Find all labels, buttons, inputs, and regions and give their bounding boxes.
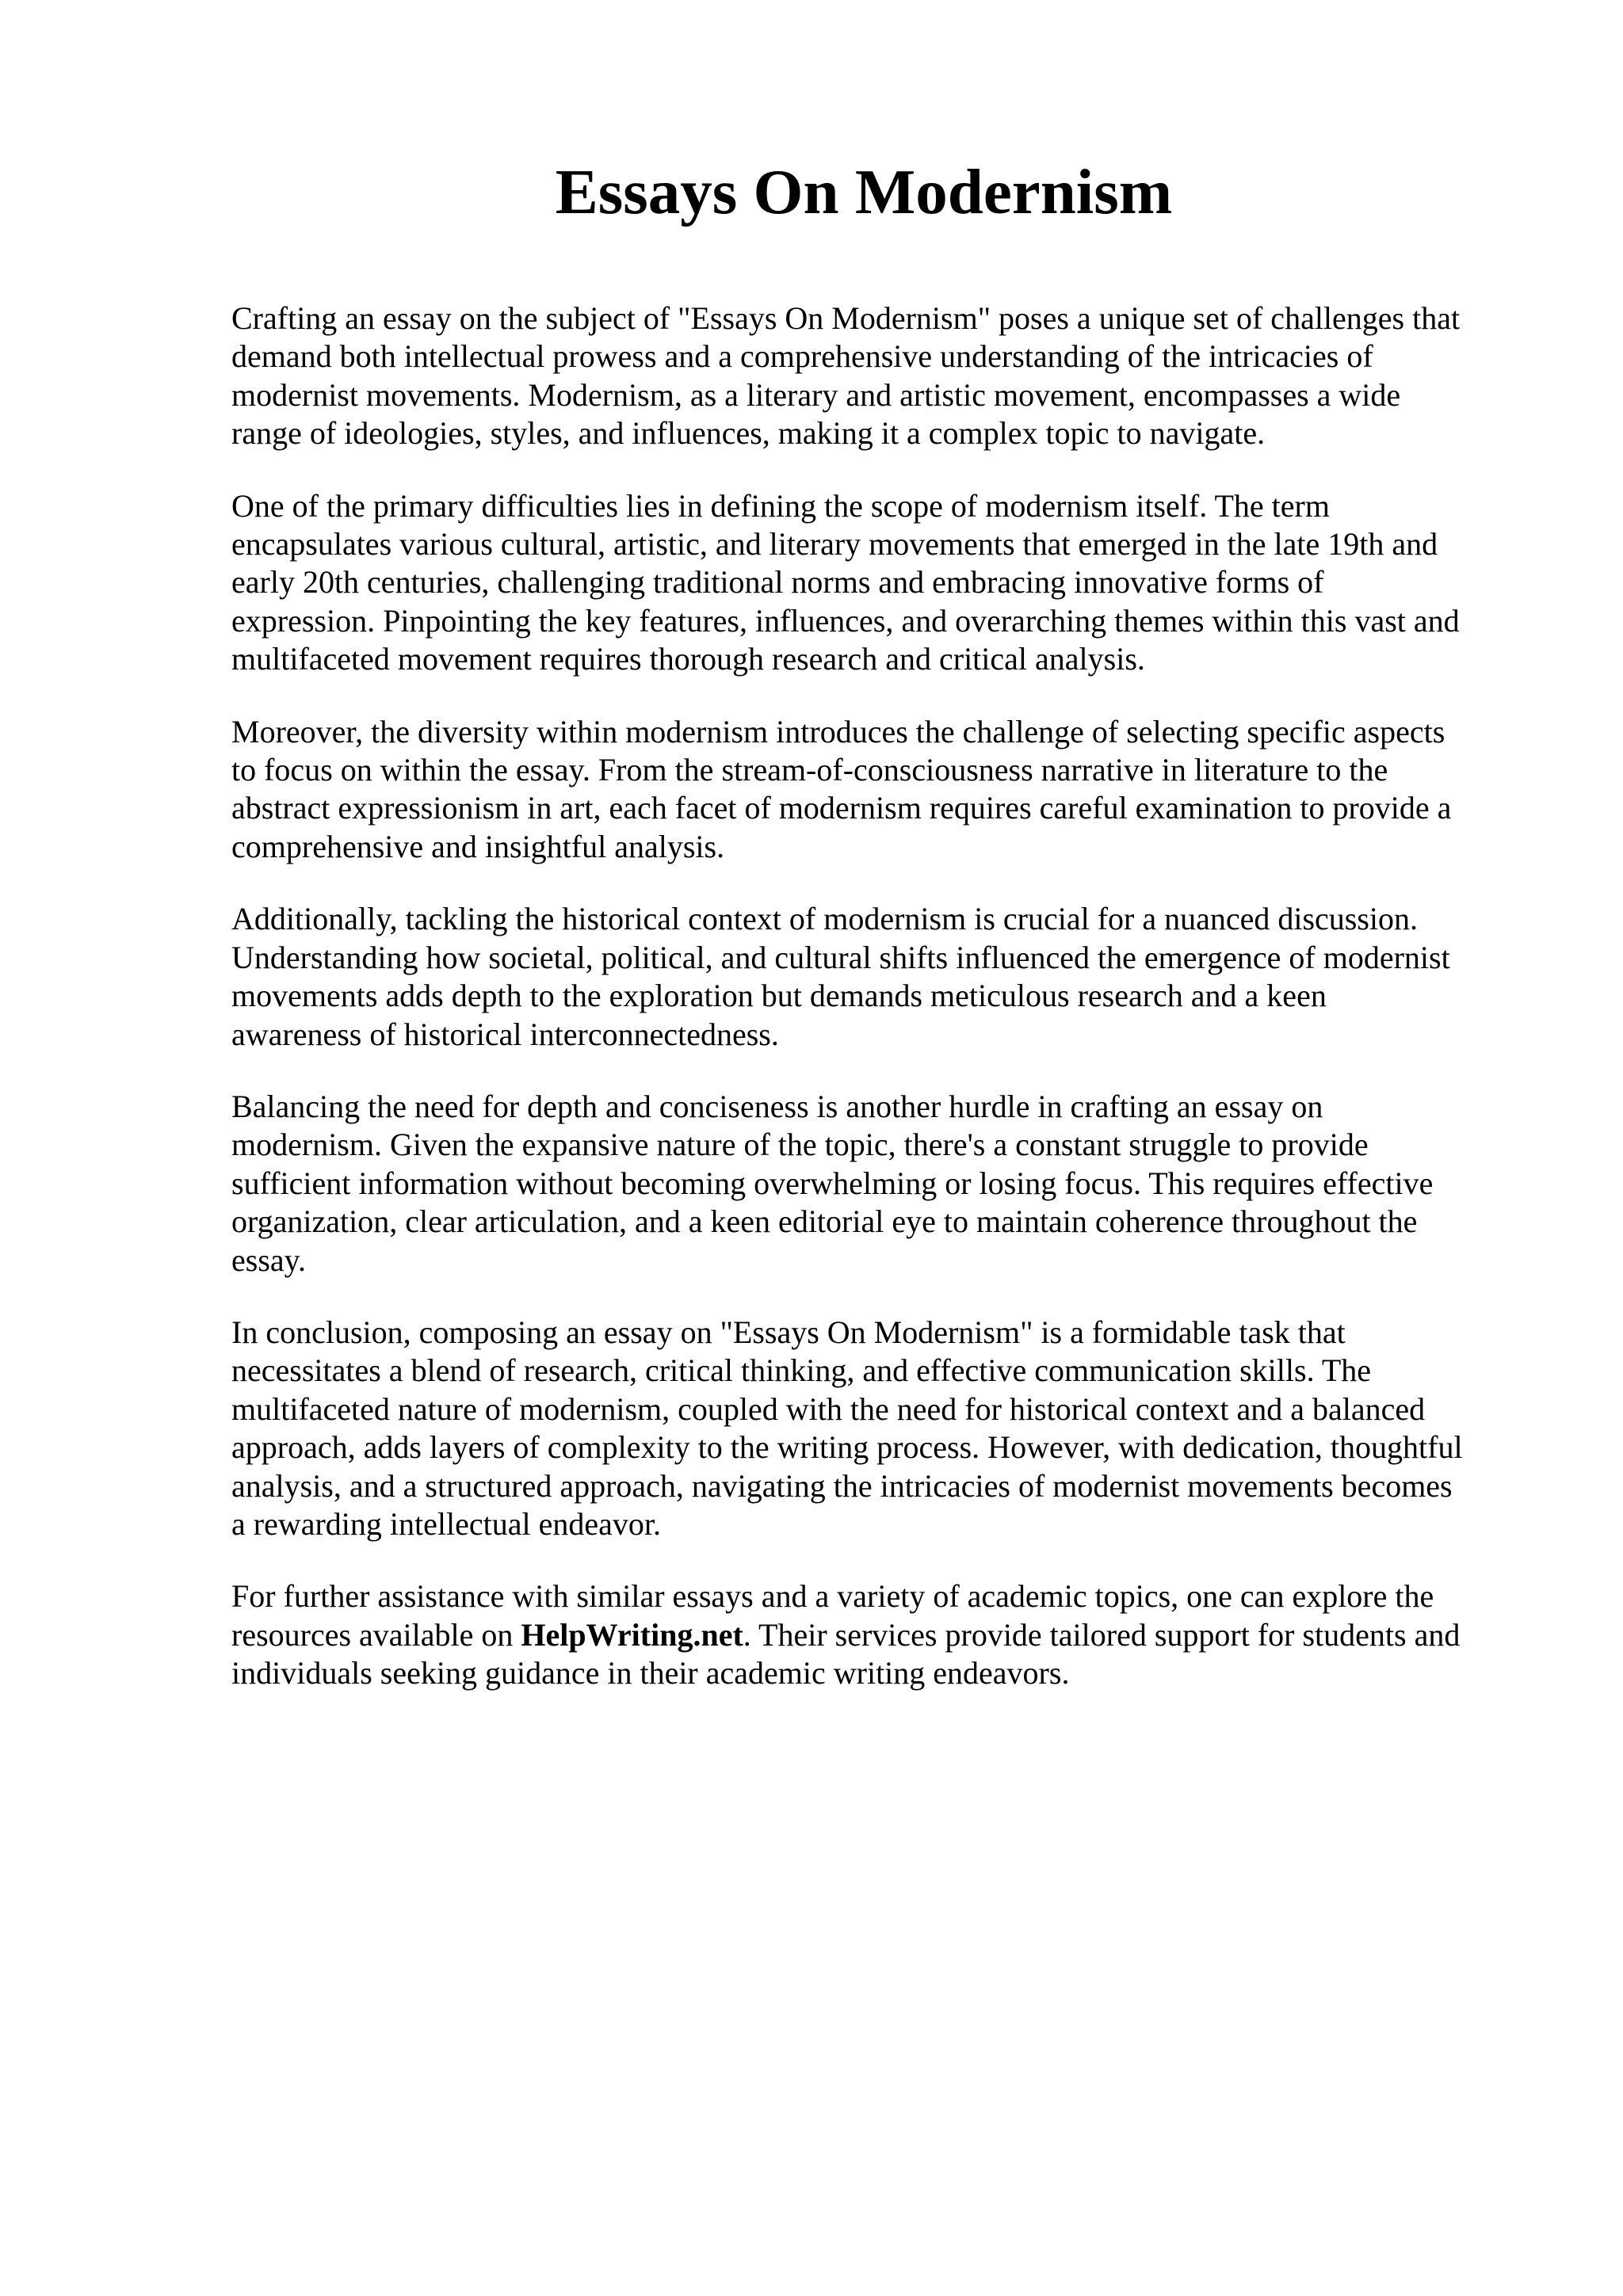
text-line: to focus on within the essay. From the stream-of-consciousness narrative in literature to the [231,752,1388,788]
text-line: approach, adds layers of complexity to the writing process. However, with dedication, thoughtful [231,1429,1463,1466]
text-line-with-link [231,1616,1515,1654]
text-line: a rewarding intellectual endeavor. [231,1505,661,1542]
text-line: In conclusion, composing an essay on "Essays On Modernism" is a formidable task that [231,1314,1346,1350]
text-line: early 20th centuries, challenging traditional norms and embracing innovative forms of [231,564,1324,601]
essay-body [231,299,1515,1727]
page-title: Essays On Modernism [555,156,1173,227]
text-line: modernist movements. Modernism, as a literary and artistic movement, encompasses a wide [231,376,1401,413]
text-line: essay. [231,1241,307,1278]
text-line: multifaceted movement requires thorough research and critical analysis. [231,641,1145,677]
text-line: Understanding how societal, political, and cultural shifts influenced the emergence of modernist [231,939,1450,975]
text-line: Crafting an essay on the subject of "Essays On Modernism" poses a unique set of challenges that [231,300,1461,336]
text-line: demand both intellectual prowess and a comprehensive understanding of the intricacies of [231,338,1373,375]
text-line: One of the primary difficulties lies in defining the scope of modernism itself. The term [231,487,1330,524]
closing-text-before-brand: resources available on [231,1616,521,1653]
text-line: organization, clear articulation, and a keen editorial eye to maintain coherence throughout the [231,1203,1418,1240]
text-line: expression. Pinpointing the key features, influences, and overarching themes within this vast and [231,602,1460,639]
text-line: necessitates a blend of research, critical thinking, and effective communication skills. The [231,1352,1372,1389]
text-line: individuals seeking guidance in their academic writing endeavors. [231,1655,1070,1691]
text-line: Additionally, tackling the historical context of modernism is crucial for a nuanced discussion. [231,901,1419,937]
text-line: analysis, and a structured approach, navigating the intricacies of modernist movements becomes [231,1467,1453,1504]
text-line: encapsulates various cultural, artistic, and literary movements that emerged in the late 19th and [231,526,1438,563]
text-line: awareness of historical interconnectedness. [231,1016,779,1052]
closing-text-after-brand: . Their services provide tailored support for students and [743,1616,1461,1653]
text-line: For further assistance with similar essays and a variety of academic topics, one can explore the [231,1578,1434,1615]
paragraph-2 [231,487,1515,679]
text-line: multifaceted nature of modernism, coupled with the need for historical context and a balanced [231,1390,1426,1427]
paragraph-4 [231,900,1515,1054]
closing-paragraph [231,1577,1515,1692]
helpwriting-brand-link[interactable]: HelpWriting.net [521,1616,743,1653]
text-line: modernism. Given the expansive nature of the topic, there's a constant struggle to provide [231,1127,1369,1163]
paragraph-5 [231,1088,1515,1280]
text-line: range of ideologies, styles, and influences, making it a complex topic to navigate. [231,415,1266,452]
paragraph-1 [231,299,1515,453]
text-line: sufficient information without becoming overwhelming or losing focus. This requires effective [231,1165,1434,1201]
paragraph-3 [231,713,1515,867]
text-line: Moreover, the diversity within modernism introduces the challenge of selecting specific aspects [231,713,1445,749]
text-line: abstract expressionism in art, each facet of modernism requires careful examination to provide a [231,790,1452,826]
text-line: movements adds depth to the exploration but demands meticulous research and a keen [231,978,1327,1014]
paragraph-6 [231,1314,1515,1543]
text-line: Balancing the need for depth and conciseness is another hurdle in crafting an essay on [231,1088,1323,1124]
text-line: comprehensive and insightful analysis. [231,828,725,864]
